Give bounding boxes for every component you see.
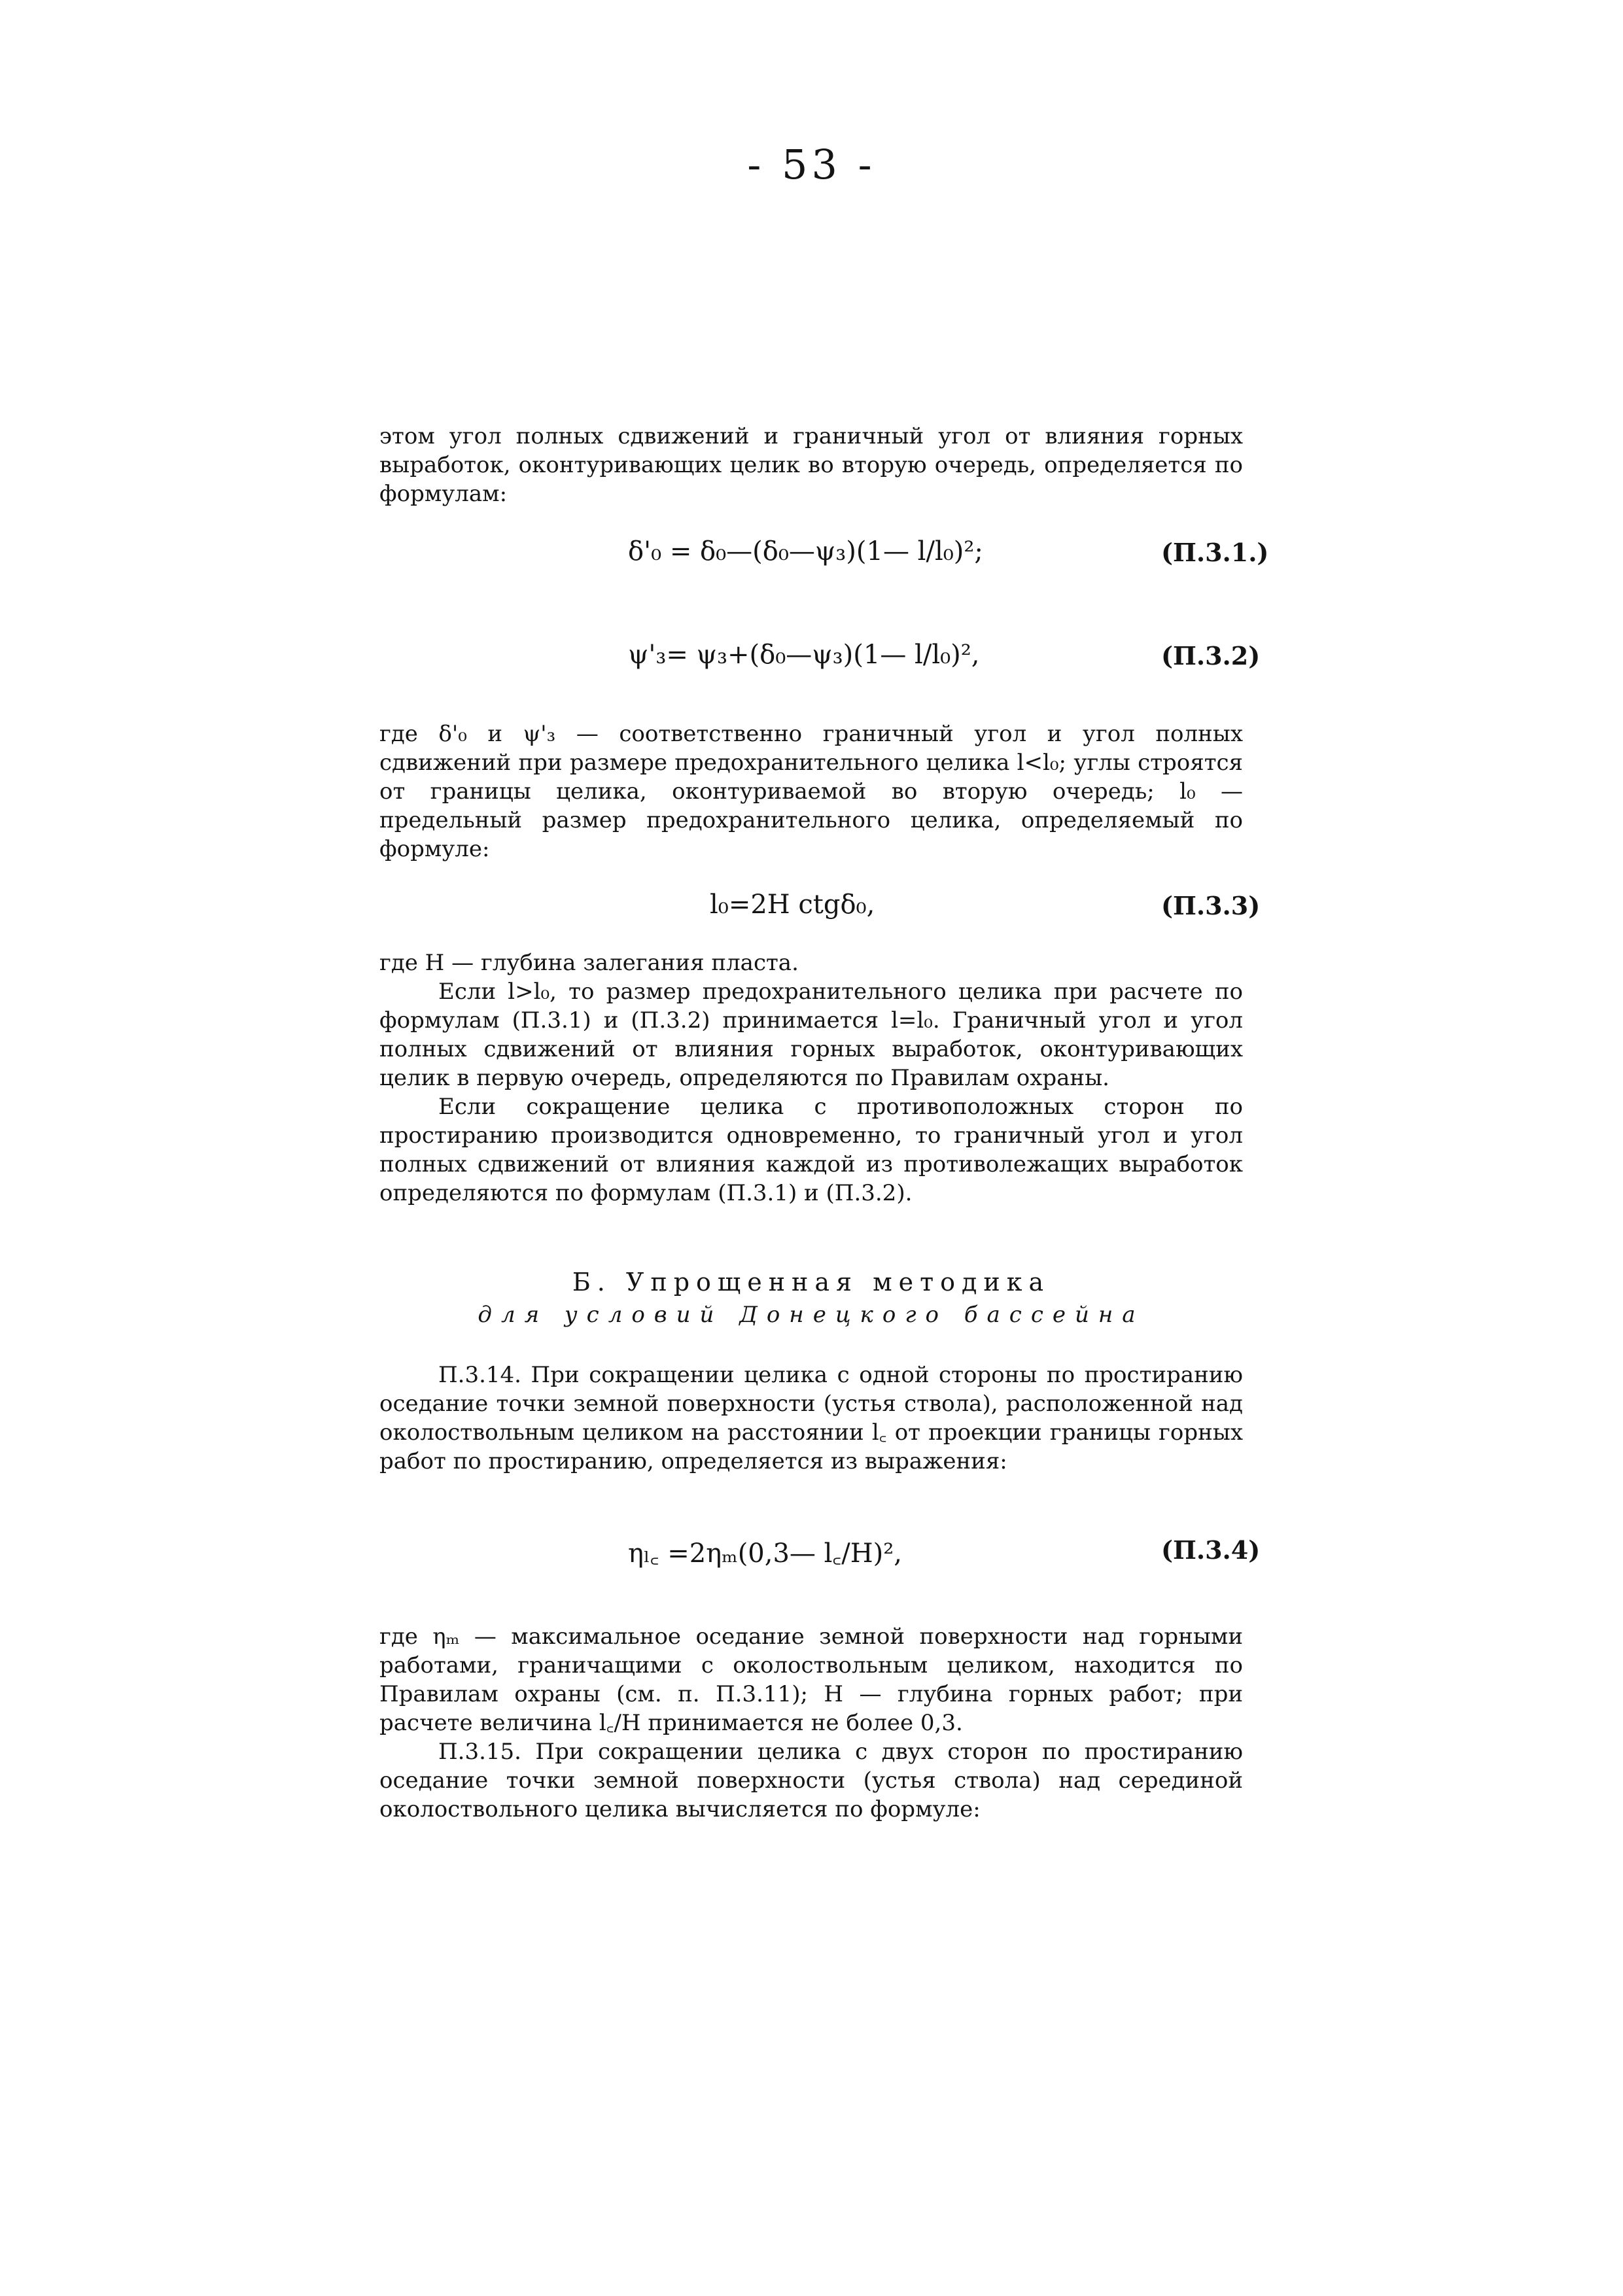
intro-text: этом угол полных сдвижений и граничный угол от влияния горных выработок, оконтуривающих целик во вторую очередь, определяется по формулам: <box>379 423 1243 507</box>
paragraph-p3-14 <box>379 1361 1243 1476</box>
paragraph-p3-14-text: П.3.14. При сокращении целика с одной стороны по простиранию оседание точки земной поверхности (устья ствола), расположенной над околоствольным целиком на расстоянии l꜀ от проекции границы горных работ по простиранию, определяется из выражения: <box>379 1362 1243 1474</box>
where-text-2: где H — глубина залегания пласта. <box>379 950 799 976</box>
page-number: - 53 - <box>747 141 876 188</box>
section-heading-line1: Б. Упрощенная методика <box>572 1268 1051 1296</box>
body-after-formula-4 <box>379 1622 1243 1824</box>
formula-3-3-label: (П.3.3) <box>1161 891 1261 920</box>
where-text-1: где δ'₀ и ψ'₃ — соответственно граничный угол и угол полных сдвижений при размере предохранительного целика l<l₀; углы строятся от границы целика, оконтуриваемой во вторую очередь; l₀ — предельный размер предохранительного целика, определяемый по формуле: <box>379 721 1243 862</box>
intro-paragraph <box>379 422 1243 508</box>
paragraph-simultaneous: Если сокращение целика с противоположных сторон по простиранию производится одновременно, то граничный угол и угол полных сдвижений от влияния каждой из противолежащих выработок определяются по формулам (П.3.1) и (П.3.2). <box>379 1094 1243 1206</box>
formula-3-4: ηₗ꜀ =2ηₘ(0,3— l꜀/H)², <box>628 1539 902 1569</box>
where-paragraph-1 <box>379 720 1243 863</box>
formula-3-2: ψ'₃= ψ₃+(δ₀—ψ₃)(1— l/l₀)², <box>628 640 980 670</box>
formula-3-1-label: (П.3.1.) <box>1161 538 1269 567</box>
section-heading <box>379 1266 1243 1331</box>
formula-3-4-label: (П.3.4) <box>1161 1535 1261 1565</box>
formula-3-1: δ'₀ = δ₀—(δ₀—ψ₃)(1— l/l₀)²; <box>628 536 983 566</box>
formula-3-2-label: (П.3.2) <box>1161 641 1261 670</box>
paragraph-if-l: Если l>l₀, то размер предохранительного целика при расчете по формулам (П.3.1) и (П.3.2) принимается l=l₀. Граничный угол и угол полных сдвижений от влияния горных выработок, оконтуривающих целик в первую очередь, определяются по Правилам охраны. <box>379 979 1243 1091</box>
paragraph-p3-15: П.3.15. При сокращении целика с двух сторон по простиранию оседание точки земной поверхности (устья ствола) над серединой околоствольного целика вычисляется по формуле: <box>379 1739 1243 1822</box>
section-heading-line2: для условий Донецкого бассейна <box>478 1302 1145 1328</box>
formula-3-3: l₀=2H ctgδ₀, <box>710 890 875 920</box>
where-text-3: где ηₘ — максимальное оседание земной поверхности над горными работами, граничащими с околоствольным целиком, находится по Правилам охраны (см. п. П.3.11); H — глубина горных работ; при расчете величина l꜀/H принимается не более 0,3. <box>379 1624 1243 1736</box>
body-after-formula-3 <box>379 948 1243 1208</box>
